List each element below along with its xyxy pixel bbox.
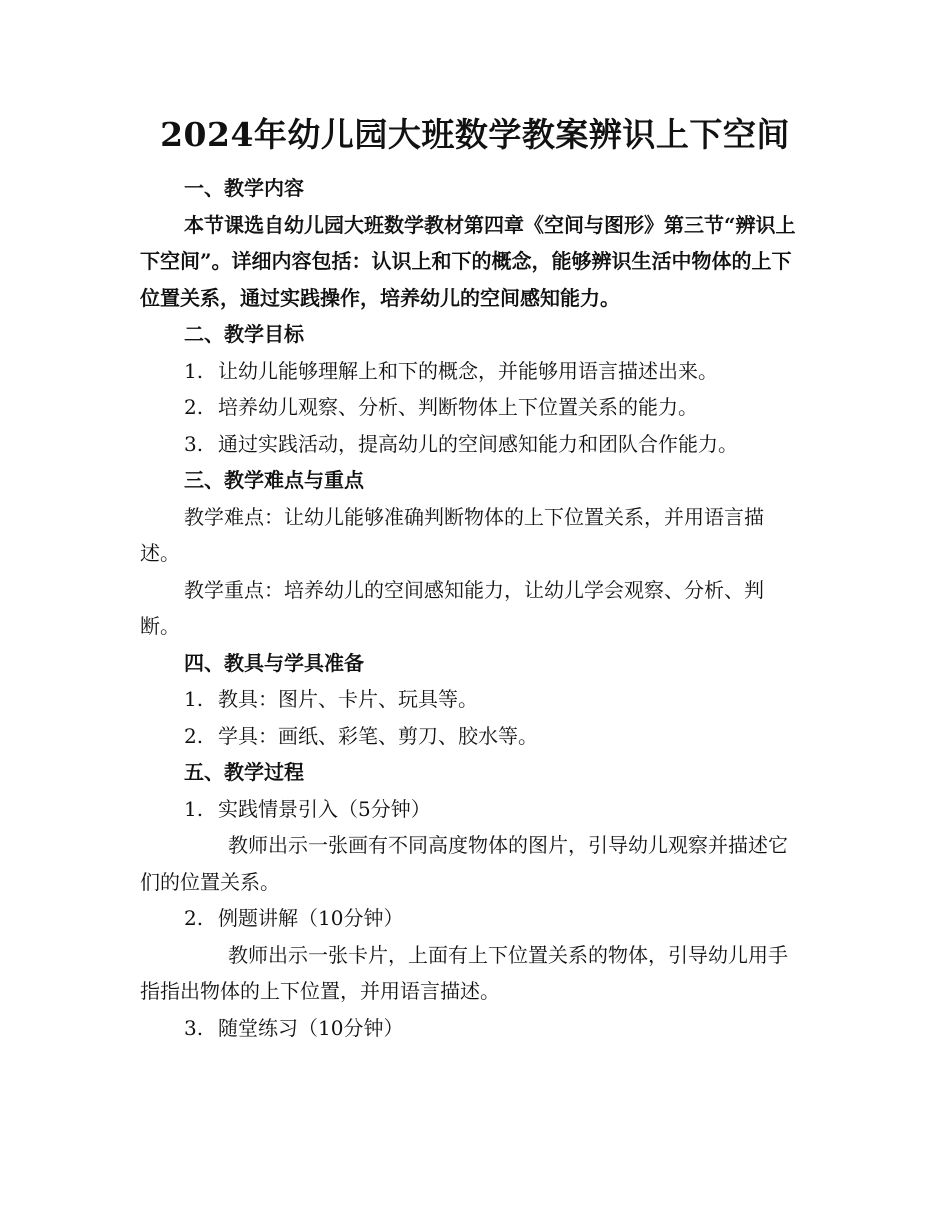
goal-item-number: 1.: [184, 358, 204, 383]
goal-item-number: 2.: [184, 395, 204, 419]
goal-item-text: 培养幼儿观察、分析、判断物体上下位置关系的能力。: [218, 395, 698, 419]
goal-item-text: 让幼儿能够理解上和下的概念，并能够用语言描述出来。: [218, 358, 718, 383]
process-step-detail: 教师出示一张卡片，上面有上下位置关系的物体，引导幼儿用手指指出物体的上下位置，并用语言描述。: [140, 942, 788, 1003]
section-heading-content: 一、教学内容: [184, 176, 304, 200]
process-step-text: 随堂练习（10分钟）: [218, 1015, 404, 1040]
material-item-text: 学具：画纸、彩笔、剪刀、胶水等。: [218, 723, 538, 748]
process-step: [140, 791, 800, 828]
material-item: [140, 681, 800, 718]
section-heading-materials: 四、教具与学具准备: [184, 650, 364, 675]
process-step-number: 3.: [184, 1015, 204, 1040]
material-item-number: 1.: [184, 687, 204, 711]
goal-item: [140, 426, 800, 463]
section-heading-goals: 二、教学目标: [184, 322, 304, 346]
process-step: [140, 900, 800, 937]
process-step-text: 例题讲解（10分钟）: [218, 906, 404, 930]
process-step-number: 1.: [184, 796, 204, 821]
difficulty-paragraph: 教学难点：让幼儿能够准确判断物体的上下位置关系，并用语言描述。: [140, 504, 764, 565]
goal-item: [140, 389, 800, 426]
material-item-number: 2.: [184, 723, 204, 748]
process-step-detail: 教师出示一张画有不同高度物体的图片，引导幼儿观察并描述它们的位置关系。: [140, 833, 788, 894]
section-heading-process: 五、教学过程: [184, 760, 304, 784]
material-item: [140, 718, 800, 755]
process-step-text: 实践情景引入（5分钟）: [218, 796, 431, 821]
section-heading-key-points: 三、教学难点与重点: [184, 468, 364, 492]
content-paragraph: 本节课选自幼儿园大班数学教材第四章《空间与图形》第三节“辨识上下空间”。详细内容包括：认识上和下的概念，能够辨识生活中物体的上下位置关系，通过实践操作，培养幼儿的空间感知能力。: [140, 212, 796, 310]
process-step-number: 2.: [184, 906, 204, 930]
document-title: 2024年幼儿园大班数学教案辨识上下空间: [160, 115, 790, 154]
document-body: [140, 170, 800, 1046]
process-step: [140, 1010, 800, 1047]
goal-item-text: 通过实践活动，提高幼儿的空间感知能力和团队合作能力。: [218, 431, 738, 456]
goal-item-number: 3.: [184, 431, 204, 456]
focus-paragraph: 教学重点：培养幼儿的空间感知能力，让幼儿学会观察、分析、判断。: [140, 577, 764, 638]
material-item-text: 教具：图片、卡片、玩具等。: [218, 687, 478, 711]
goal-item: [140, 353, 800, 390]
